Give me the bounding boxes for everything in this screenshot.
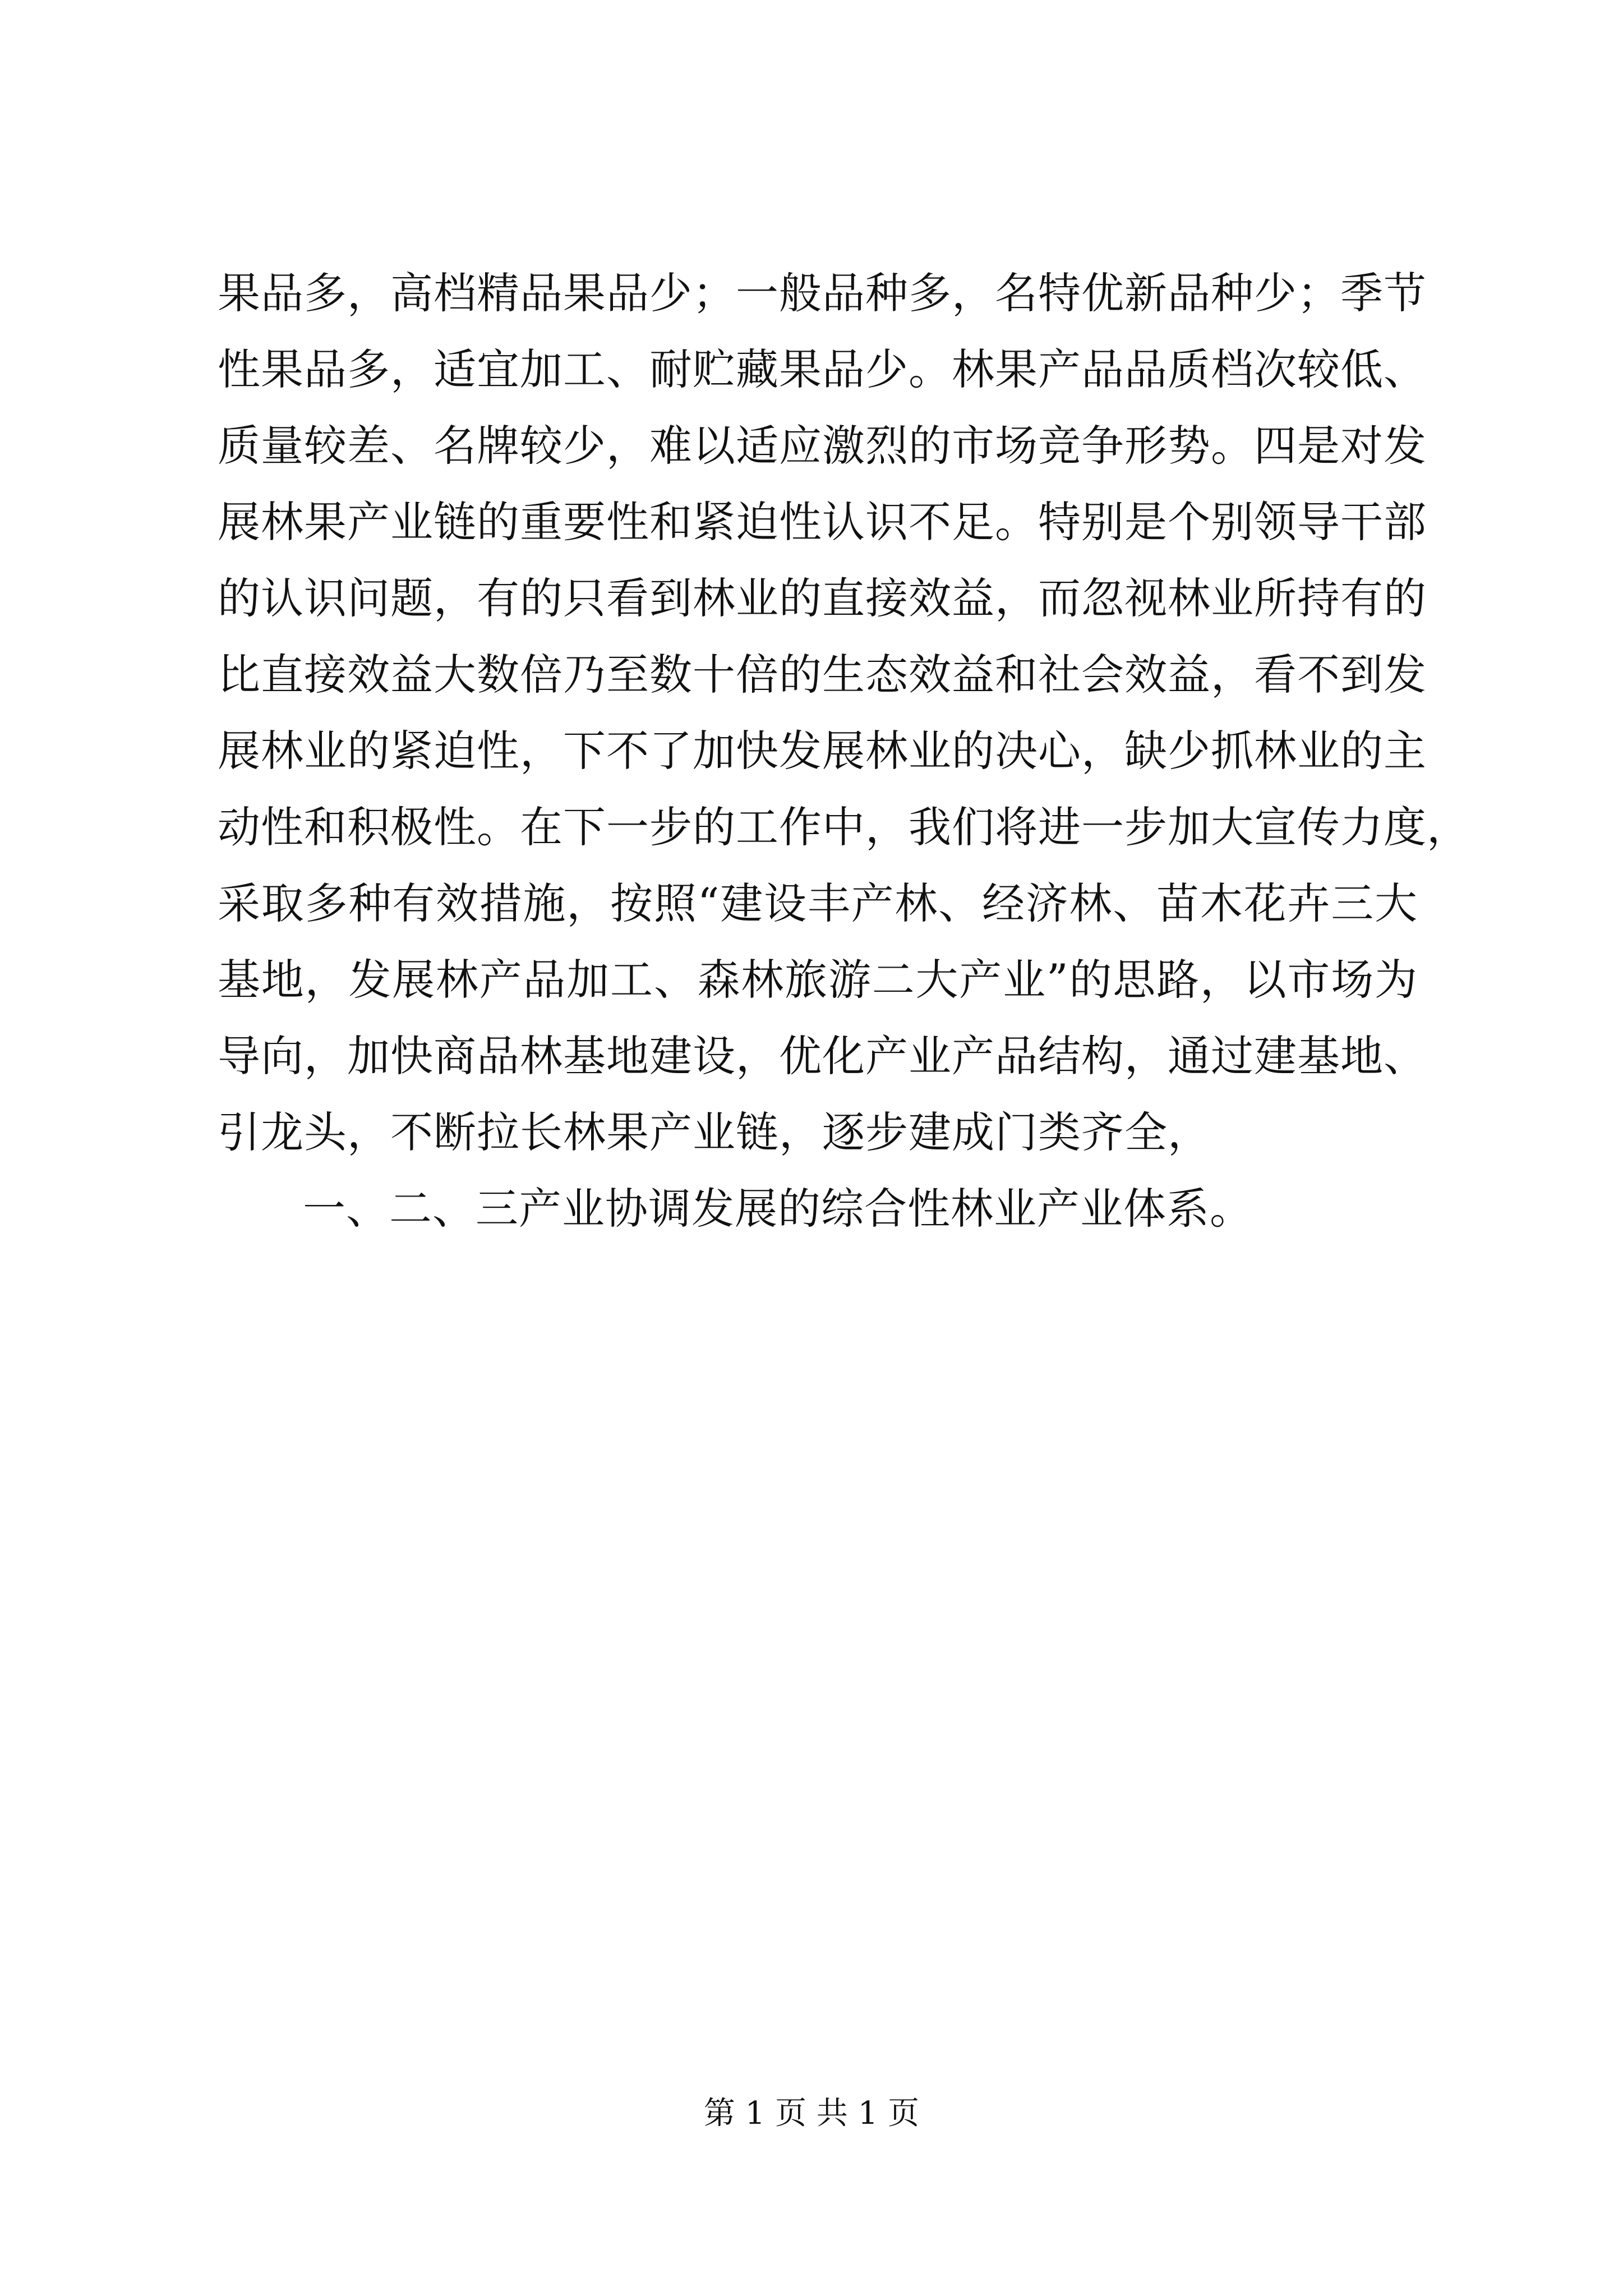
text-line: 比直接效益大数倍乃至数十倍的生态效益和社会效益，看不到发 bbox=[218, 650, 1427, 700]
text-line: 质量较差、名牌较少，难以适应激烈的市场竞争形势。四是对发 bbox=[218, 421, 1427, 471]
text-line: 性果品多，适宜加工、耐贮藏果品少。林果产品品质档次较低、 bbox=[218, 344, 1427, 394]
text-line: 展林果产业链的重要性和紧迫性认识不足。特别是个别领导干部 bbox=[218, 497, 1427, 547]
text-line: 果品多，高档精品果品少；一般品种多，名特优新品种少；季节 bbox=[218, 268, 1427, 318]
text-line: 动性和积极性。在下一步的工作中，我们将进一步加大宣传力度， bbox=[218, 802, 1470, 852]
text-line: 的认识问题，有的只看到林业的直接效益，而忽视林业所持有的 bbox=[218, 573, 1427, 623]
text-line: 引龙头，不断拉长林果产业链，逐步建成门类齐全， bbox=[218, 1107, 1211, 1157]
text-line-indented: 一、二、三产业协调发展的综合性林业产业体系。 bbox=[303, 1184, 1253, 1234]
text-line: 展林业的紧迫性，下不了加快发展林业的决心，缺少抓林业的主 bbox=[218, 726, 1427, 776]
page-footer: 第 1 页 共 1 页 bbox=[703, 2095, 920, 2132]
text-line: 基地，发展林产品加工、森林旅游二大产业”的思路，以市场为 bbox=[218, 955, 1418, 1005]
text-line: 采取多种有效措施，按照“建设丰产林、经济林、苗木花卉三大 bbox=[218, 878, 1418, 928]
text-line: 导向，加快商品林基地建设，优化产业产品结构，通过建基地、 bbox=[218, 1031, 1427, 1081]
body-text bbox=[218, 255, 1470, 1247]
